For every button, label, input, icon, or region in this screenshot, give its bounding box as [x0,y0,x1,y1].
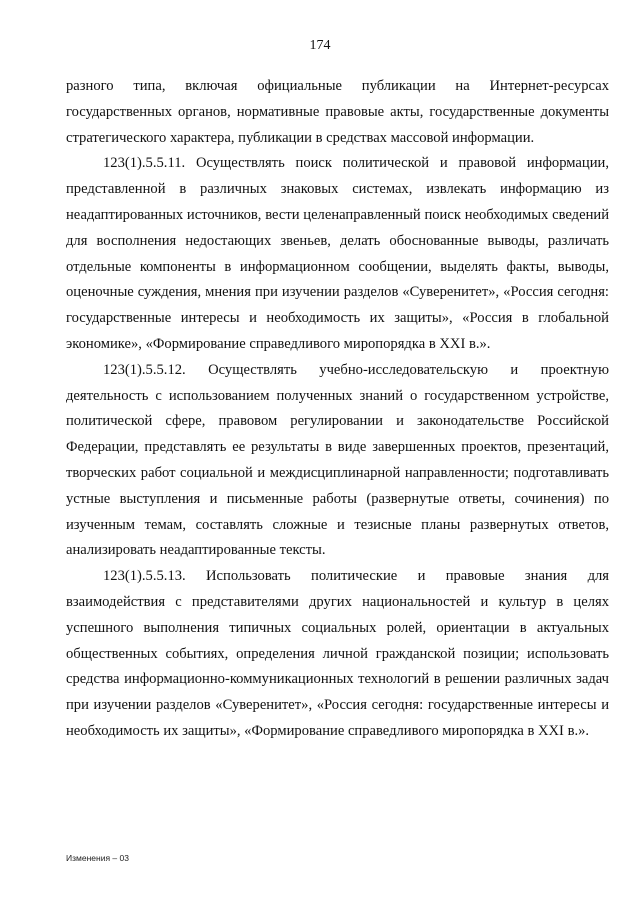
paragraph-123-1-5-5-12: 123(1).5.5.12. Осуществлять учебно-исследовательскую и проектную деятельность с использованием полученных знаний о государственном устройстве, политической сфере, правовом регулировании и законодательстве Российской Федерации, представлять ее результаты в виде завершенных проектов, презентаций, творческих работ социальной и междисциплинарной направленности; подготавливать устные выступления и письменные работы (развернутые ответы, сочинения) по изученным темам, составлять сложные и тезисные планы развернутых ответов, анализировать неадаптированные тексты. [66,361,609,559]
paragraph-123-1-5-5-11: 123(1).5.5.11. Осуществлять поиск политической и правовой информации, представленной в различных знаковых системах, извлекать информацию из неадаптированных источников, вести целенаправленный поиск необходимых сведений для восполнения недостающих звеньев, делать обоснованные выводы, различать отдельные компоненты в информационном сообщении, выделять факты, выводы, оценочные суждения, мнения при изучении разделов «Суверенитет», «Россия сегодня: государственные интересы и необходимость их защиты», «Россия в глобальной экономике», «Формирование справедливого миропорядка в XXI в.». [66,155,609,352]
paragraph-123-1-5-5-13: 123(1).5.5.13. Использовать политические и правовые знания для взаимодействия с представителями других национальностей и культур в целях успешного выполнения типичных социальных ролей, ориентации в актуальных общественных событиях, определения личной гражданской позиции; использовать средства информационно-коммуникационных технологий в решении различных задач при изучении разделов «Суверенитет», «Россия сегодня: государственные интересы и необходимость их защиты», «Формирование справедливого миропорядка в XXI в.». [66,568,609,739]
document-body [66,74,609,745]
paragraph-continuation: разного типа, включая официальные публикации на Интернет-ресурсах государственных органов, нормативные правовые акты, государственные документы стратегического характера, публикации в средствах массовой информации. [66,78,609,146]
footer-revision-note: Изменения – 03 [66,853,129,863]
page-number: 174 [309,38,331,53]
